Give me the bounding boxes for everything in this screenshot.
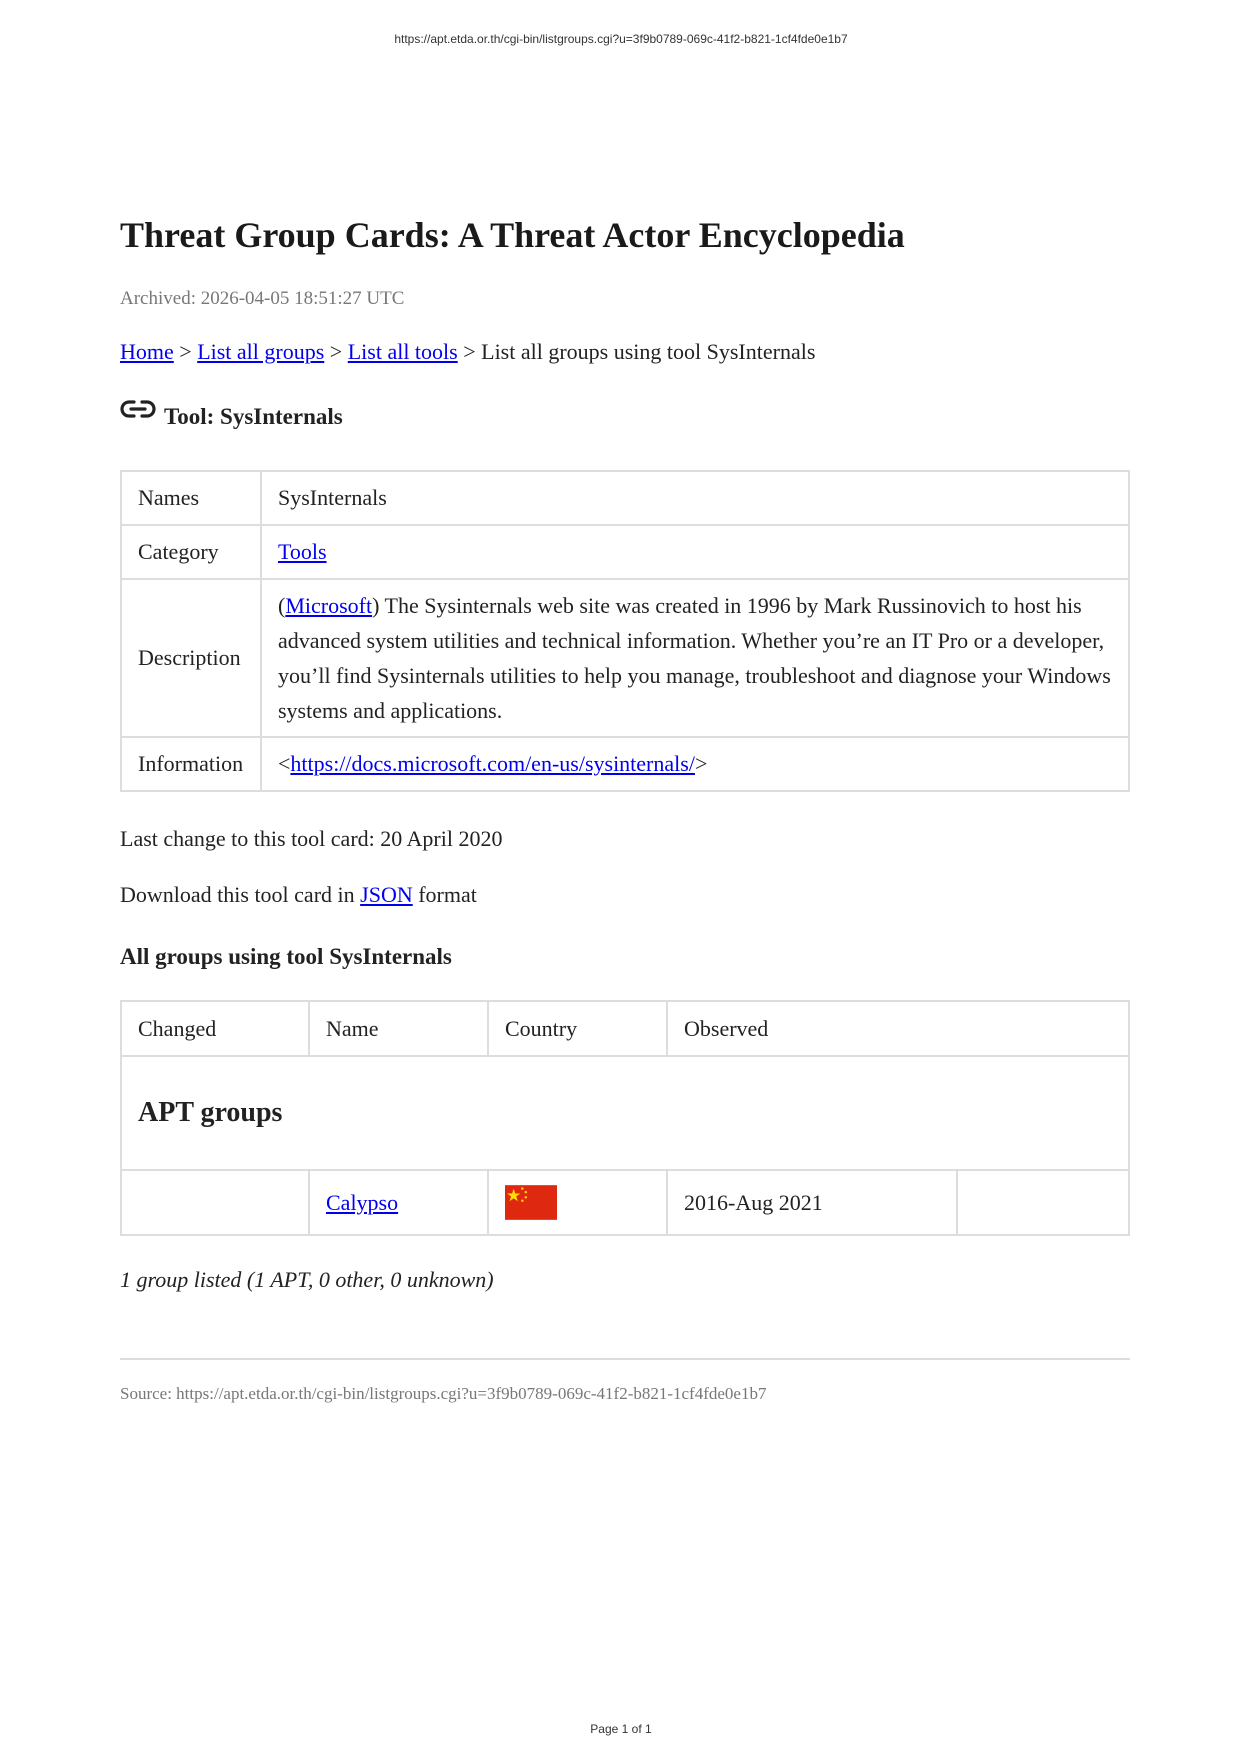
- description-text: ) The Sysinternals web site was created in 1996 by Mark Russinovich to host his advanced system utilities and technical information. Whether you’re an IT Pro or a developer, you’ll find Sysinternals utilities to help you manage, troubleshoot and diagnose your Windows systems and applications.: [278, 593, 1111, 723]
- table-row: [121, 737, 1129, 791]
- source-text: Source: https://apt.etda.or.th/cgi-bin/listgroups.cgi?u=3f9b0789-069c-41f2-b821-1cf4fde0e1b7: [120, 1384, 767, 1403]
- divider: [120, 1358, 1130, 1360]
- section-row: [121, 1056, 1129, 1170]
- section-apt-groups: APT groups: [121, 1056, 1129, 1170]
- description-label: Description: [121, 579, 261, 737]
- tool-info-table: [120, 470, 1130, 792]
- names-value: SysInternals: [261, 471, 1129, 525]
- row-observed: 2016-Aug 2021: [667, 1170, 957, 1235]
- download-json-link[interactable]: JSON: [360, 882, 413, 907]
- groups-table: [120, 1000, 1130, 1236]
- breadcrumb-home-link[interactable]: Home: [120, 339, 174, 364]
- row-country: [488, 1170, 667, 1235]
- column-header-name: Name: [309, 1001, 488, 1056]
- information-close: >: [694, 751, 708, 776]
- page-title: Threat Group Cards: A Threat Actor Encyclopedia: [120, 215, 905, 255]
- groups-heading: All groups using tool SysInternals: [120, 944, 452, 969]
- description-value: [261, 579, 1129, 737]
- category-tools-link[interactable]: Tools: [278, 539, 327, 564]
- tool-heading-text: Tool: SysInternals: [164, 404, 343, 429]
- description-source-link[interactable]: Microsoft: [285, 593, 373, 618]
- column-header-observed: Observed: [667, 1001, 1129, 1056]
- information-url-link[interactable]: https://docs.microsoft.com/en-us/sysinternals/: [290, 751, 695, 776]
- download-line: [120, 882, 477, 908]
- information-value: [261, 737, 1129, 791]
- row-name: [309, 1170, 488, 1235]
- table-row: [121, 525, 1129, 579]
- table-row: [121, 579, 1129, 737]
- link-icon: [120, 398, 156, 420]
- table-row: [121, 471, 1129, 525]
- print-header-url: https://apt.etda.or.th/cgi-bin/listgroups.cgi?u=3f9b0789-069c-41f2-b821-1cf4fde0e1b7: [394, 32, 848, 46]
- breadcrumb-current: > List all groups using tool SysInternals: [457, 339, 816, 364]
- table-row: [121, 1170, 1129, 1235]
- category-label: Category: [121, 525, 261, 579]
- download-suffix: format: [412, 882, 477, 907]
- row-changed: [121, 1170, 309, 1235]
- information-label: Information: [121, 737, 261, 791]
- description-open: (: [278, 593, 286, 618]
- archived-timestamp: Archived: 2026-04-05 18:51:27 UTC: [120, 288, 405, 309]
- breadcrumb-separator: >: [324, 339, 348, 364]
- breadcrumb-list-tools-link[interactable]: List all tools: [347, 339, 458, 364]
- tool-heading: [120, 404, 343, 430]
- breadcrumb: [120, 339, 815, 365]
- breadcrumb-list-groups-link[interactable]: List all groups: [197, 339, 325, 364]
- group-calypso-link[interactable]: Calypso: [326, 1189, 399, 1215]
- column-header-country: Country: [488, 1001, 667, 1056]
- category-value: [261, 525, 1129, 579]
- row-extra: [957, 1170, 1129, 1235]
- column-header-changed: Changed: [121, 1001, 309, 1056]
- china-flag-icon: [505, 1185, 557, 1220]
- groups-summary: 1 group listed (1 APT, 0 other, 0 unknown): [120, 1267, 494, 1292]
- names-label: Names: [121, 471, 261, 525]
- table-header-row: [121, 1001, 1129, 1056]
- information-open: <: [278, 751, 291, 776]
- last-change-text: Last change to this tool card: 20 April 2020: [120, 826, 503, 851]
- page-number: Page 1 of 1: [590, 1722, 652, 1736]
- breadcrumb-separator: >: [173, 339, 198, 364]
- download-prefix: Download this tool card in: [120, 882, 361, 907]
